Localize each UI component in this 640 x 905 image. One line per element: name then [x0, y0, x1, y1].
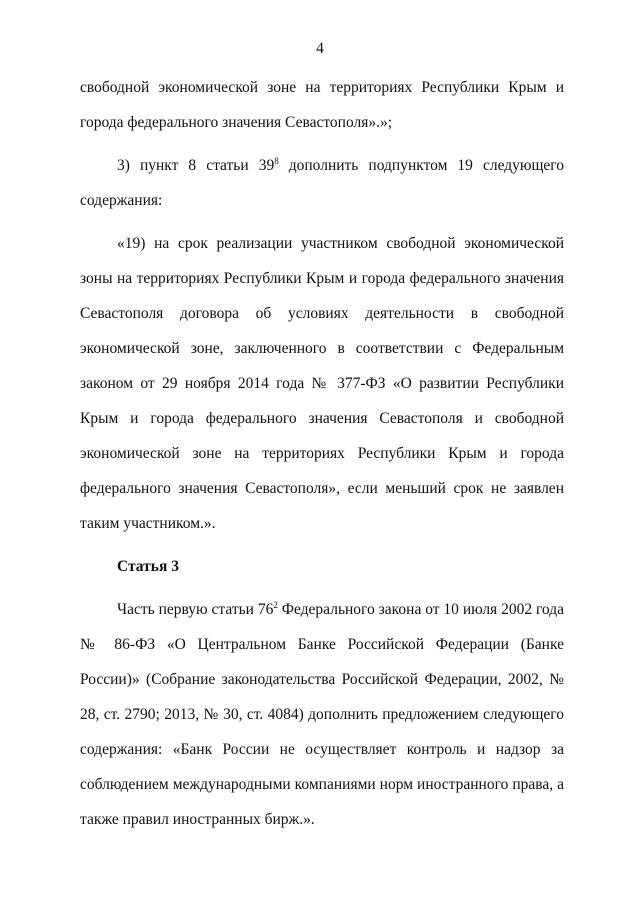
paragraph-subitem-19: «19) на срок реализации участником свободной экономической зоны на территориях Республики Крым и города федерального значения Севастополя договора об условиях деятельности в свободной экономической зоне, заключенного в соответствии с Федеральным законом от 29 ноября 2014 года № 377-ФЗ «О развитии Республики Крым и города федерального значения Севастополя и свободной экономической зоне на территориях Республики Крым и города федерального значения Севастополя», если меньший срок не заявлен таким участником.». [80, 235, 564, 532]
superscript: 2 [273, 600, 278, 610]
article-3-text-start: Часть первую статьи 76 [117, 601, 274, 618]
item-3-text-end: дополнить подпунктом 19 следующего содержания: [80, 157, 565, 209]
paragraph-article-3-text [80, 592, 564, 837]
page-number: 4 [316, 40, 324, 57]
paragraph-continuation: свободной экономической зоне на территориях Республики Крым и города федерального значения Севастополя».»; [80, 79, 564, 131]
document-body [80, 70, 564, 837]
superscript: 8 [274, 156, 279, 166]
item-3-text-start: 3) пункт 8 статьи 39 [117, 157, 275, 174]
article-3-text-end: Федерального закона от 10 июля 2002 года № 86-ФЗ «О Центральном Банке Российской Федерации (Банке России)» (Собрание законодательства Российской Федерации, 2002, № 28, ст. 2790; 2013, № 30, ст. 4084) дополнить предложением следующего содержания: «Банк России не осуществляет контроль и надзор за соблюдением международными компаниями норм иностранного права, а также правил иностранных бирж.». [80, 601, 564, 828]
article-heading: Статья 3 [117, 558, 179, 575]
paragraph-item-3 [80, 148, 564, 218]
